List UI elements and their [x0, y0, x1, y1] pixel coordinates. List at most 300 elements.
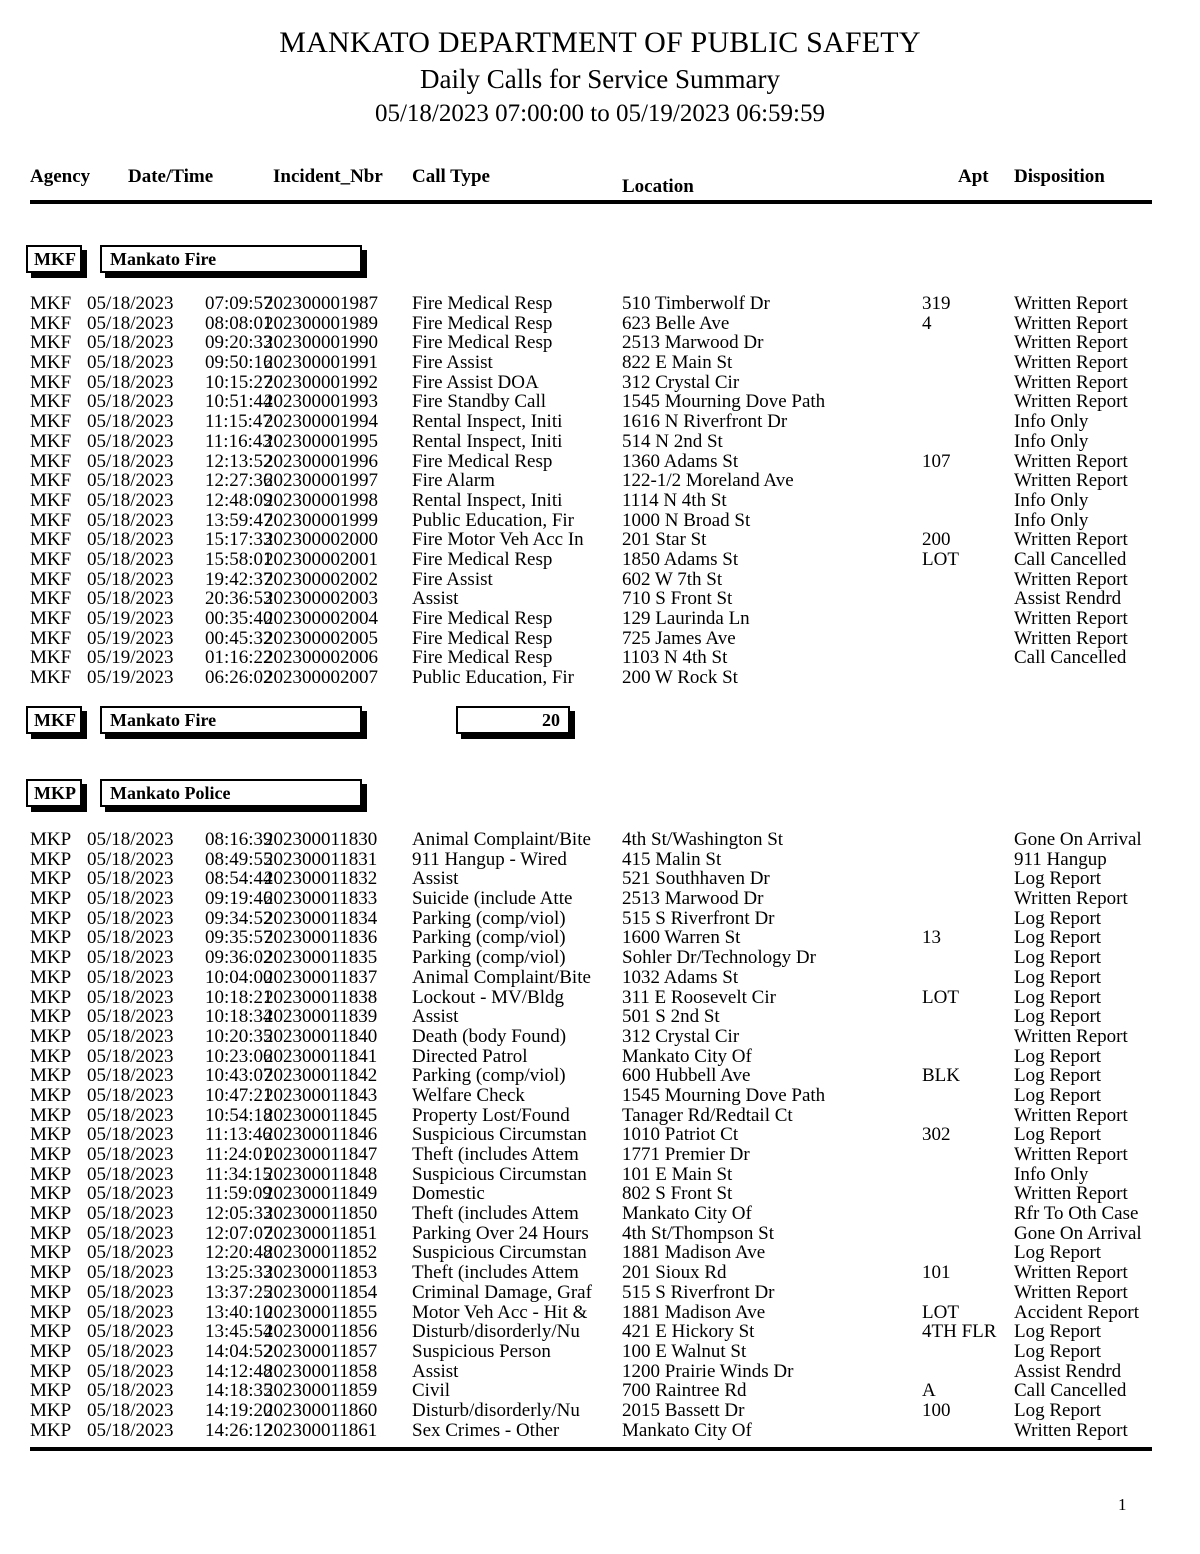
cell-location: 710 S Front St [622, 588, 733, 610]
table-row [0, 333, 1200, 353]
cell-date: 05/18/2023 [87, 868, 174, 890]
cell-location: 1103 N 4th St [622, 647, 728, 669]
cell-agency: MKP [30, 1045, 72, 1067]
cell-call-type: Theft (includes Attem [412, 1144, 579, 1165]
cell-time: 10:54:18 [205, 1104, 273, 1126]
cell-call-type: Rental Inspect, Initi [412, 411, 563, 433]
cell-incident-nbr: 202300011850 [264, 1203, 378, 1225]
cell-incident-nbr: 202300011841 [264, 1045, 378, 1067]
cell-disposition: Log Report [1014, 986, 1102, 1008]
column-header-incident-nbr: Incident_Nbr [273, 166, 383, 187]
cell-time: 10:20:35 [205, 1025, 273, 1047]
cell-agency: MKF [30, 391, 72, 413]
cell-apt: 13 [922, 927, 941, 949]
cell-agency: MKF [30, 548, 72, 570]
table-row [0, 629, 1200, 649]
cell-time: 12:13:52 [205, 450, 273, 472]
cell-time: 14:19:20 [205, 1399, 273, 1421]
group-total-count: 20 [456, 706, 570, 734]
cell-call-type: Parking (comp/viol) [412, 927, 566, 949]
cell-time: 11:24:01 [205, 1144, 272, 1165]
cell-incident-nbr: 202300002004 [264, 608, 378, 629]
cell-incident-nbr: 202300011837 [264, 966, 378, 988]
cell-location: 201 Sioux Rd [622, 1262, 727, 1284]
cell-call-type: Parking (comp/viol) [412, 1065, 566, 1087]
cell-call-type: Assist [412, 868, 459, 890]
cell-agency: MKP [30, 1340, 72, 1362]
cell-call-type: Parking (comp/viol) [412, 947, 566, 969]
cell-date: 05/18/2023 [87, 371, 174, 393]
cell-time: 14:26:12 [205, 1419, 273, 1441]
cell-incident-nbr: 202300002001 [264, 548, 378, 570]
table-column-headers [0, 166, 1200, 202]
cell-date: 05/18/2023 [87, 907, 174, 929]
table-rows-mkp [0, 830, 1200, 1440]
cell-time: 15:58:01 [205, 548, 273, 570]
cell-time: 13:25:33 [205, 1262, 273, 1284]
cell-disposition: Log Report [1014, 927, 1102, 949]
cell-disposition: Written Report [1014, 450, 1128, 472]
cell-time: 19:42:37 [205, 568, 273, 590]
column-header-location: Location [622, 176, 694, 197]
cell-incident-nbr: 202300002007 [264, 667, 378, 689]
cell-location: 1600 Warren St [622, 927, 741, 949]
cell-disposition: Assist Rendrd [1014, 1360, 1122, 1382]
table-row [0, 869, 1200, 889]
cell-location: 1881 Madison Ave [622, 1242, 766, 1264]
table-row [0, 314, 1200, 334]
table-row [0, 511, 1200, 531]
cell-incident-nbr: 202300011859 [264, 1380, 378, 1402]
cell-incident-nbr: 202300001999 [264, 509, 378, 531]
cell-agency: MKP [30, 829, 72, 850]
cell-date: 05/19/2023 [87, 608, 174, 629]
cell-disposition: Written Report [1014, 1183, 1128, 1205]
cell-incident-nbr: 202300011830 [264, 829, 378, 850]
cell-disposition: Written Report [1014, 1144, 1128, 1165]
cell-call-type: Suspicious Circumstan [412, 1124, 587, 1146]
cell-disposition: Written Report [1014, 1104, 1128, 1126]
cell-agency: MKP [30, 1222, 72, 1244]
cell-call-type: Property Lost/Found [412, 1104, 570, 1126]
cell-date: 05/18/2023 [87, 411, 174, 433]
cell-time: 07:09:57 [205, 293, 273, 314]
cell-call-type: Suspicious Circumstan [412, 1242, 587, 1264]
cell-agency: MKP [30, 888, 72, 910]
cell-disposition: 911 Hangup [1014, 848, 1107, 870]
column-header-apt: Apt [958, 166, 989, 187]
cell-incident-nbr: 202300001995 [264, 430, 378, 452]
column-header-call-type: Call Type [412, 166, 490, 187]
cell-date: 05/18/2023 [87, 986, 174, 1008]
table-row [0, 1362, 1200, 1382]
cell-time: 10:15:27 [205, 371, 273, 393]
cell-agency: MKF [30, 450, 72, 472]
table-row [0, 432, 1200, 452]
cell-time: 09:34:52 [205, 907, 273, 929]
cell-location: 4th St/Washington St [622, 829, 784, 850]
cell-disposition: Info Only [1014, 430, 1089, 452]
cell-incident-nbr: 202300011832 [264, 868, 378, 890]
cell-date: 05/18/2023 [87, 509, 174, 531]
cell-agency: MKP [30, 868, 72, 890]
cell-call-type: Fire Medical Resp [412, 332, 553, 354]
cell-disposition: Call Cancelled [1014, 1380, 1127, 1402]
cell-location: 129 Laurinda Ln [622, 608, 750, 629]
cell-date: 05/18/2023 [87, 1380, 174, 1402]
cell-time: 08:49:55 [205, 848, 273, 870]
cell-incident-nbr: 202300001993 [264, 391, 378, 413]
cell-location: 1616 N Riverfront Dr [622, 411, 788, 433]
cell-call-type: Fire Assist [412, 352, 493, 374]
cell-date: 05/18/2023 [87, 352, 174, 374]
cell-date: 05/18/2023 [87, 1163, 174, 1185]
cell-time: 12:48:09 [205, 489, 273, 511]
cell-call-type: Rental Inspect, Initi [412, 430, 563, 452]
cell-disposition: Written Report [1014, 529, 1128, 551]
table-row [0, 1243, 1200, 1263]
cell-location: 1010 Patriot Ct [622, 1124, 739, 1146]
cell-incident-nbr: 202300011838 [264, 986, 378, 1008]
cell-incident-nbr: 202300001996 [264, 450, 378, 472]
cell-incident-nbr: 202300011861 [264, 1419, 378, 1441]
table-row [0, 1322, 1200, 1342]
cell-disposition: Written Report [1014, 470, 1128, 492]
cell-agency: MKP [30, 947, 72, 969]
cell-disposition: Info Only [1014, 509, 1089, 531]
cell-disposition: Log Report [1014, 1084, 1102, 1106]
cell-date: 05/18/2023 [87, 1045, 174, 1067]
cell-date: 05/18/2023 [87, 947, 174, 969]
cell-incident-nbr: 202300001990 [264, 332, 378, 354]
cell-agency: MKP [30, 1183, 72, 1205]
cell-agency: MKP [30, 986, 72, 1008]
cell-date: 05/18/2023 [87, 1183, 174, 1205]
cell-time: 06:26:02 [205, 667, 273, 689]
cell-date: 05/18/2023 [87, 312, 174, 334]
cell-time: 13:45:54 [205, 1321, 273, 1343]
cell-time: 11:13:46 [205, 1124, 272, 1146]
cell-apt: 100 [922, 1399, 951, 1421]
cell-time: 10:18:34 [205, 1006, 273, 1028]
cell-date: 05/19/2023 [87, 627, 174, 649]
cell-time: 10:47:21 [205, 1084, 273, 1106]
cell-location: 1545 Mourning Dove Path [622, 391, 826, 413]
cell-call-type: Fire Medical Resp [412, 647, 553, 669]
cell-agency: MKF [30, 608, 72, 629]
cell-call-type: Motor Veh Acc - Hit & [412, 1301, 588, 1323]
report-header [0, 24, 1200, 131]
cell-agency: MKP [30, 1242, 72, 1264]
table-row [0, 1007, 1200, 1027]
cell-call-type: Lockout - MV/Bldg [412, 986, 564, 1008]
table-row [0, 412, 1200, 432]
cell-time: 13:40:10 [205, 1301, 273, 1323]
cell-agency: MKF [30, 588, 72, 610]
cell-agency: MKF [30, 568, 72, 590]
table-row [0, 1224, 1200, 1244]
cell-disposition: Rfr To Oth Case [1014, 1203, 1139, 1225]
cell-time: 11:15:47 [205, 411, 272, 433]
cell-apt: 4 [922, 312, 932, 334]
cell-time: 13:37:25 [205, 1281, 273, 1303]
cell-date: 05/18/2023 [87, 332, 174, 354]
cell-time: 14:12:48 [205, 1360, 273, 1382]
cell-location: 725 James Ave [622, 627, 736, 649]
table-row [0, 1066, 1200, 1086]
cell-date: 05/18/2023 [87, 1104, 174, 1126]
cell-call-type: Public Education, Fir [412, 667, 575, 689]
cell-location: 2015 Bassett Dr [622, 1399, 745, 1421]
cell-agency: MKP [30, 1203, 72, 1225]
cell-date: 05/18/2023 [87, 888, 174, 910]
table-row [0, 530, 1200, 550]
cell-incident-nbr: 202300011840 [264, 1025, 378, 1047]
cell-date: 05/18/2023 [87, 391, 174, 413]
cell-agency: MKP [30, 1163, 72, 1185]
cell-location: 312 Crystal Cir [622, 1025, 740, 1047]
table-row [0, 1381, 1200, 1401]
cell-date: 05/18/2023 [87, 1222, 174, 1244]
cell-call-type: Fire Assist DOA [412, 371, 539, 393]
cell-time: 09:36:02 [205, 947, 273, 969]
cell-date: 05/18/2023 [87, 1203, 174, 1225]
cell-location: 602 W 7th St [622, 568, 723, 590]
cell-incident-nbr: 202300001994 [264, 411, 378, 433]
table-rows-mkf [0, 294, 1200, 688]
table-row [0, 1086, 1200, 1106]
cell-incident-nbr: 202300011835 [264, 947, 378, 969]
cell-disposition: Written Report [1014, 1419, 1128, 1441]
cell-date: 05/18/2023 [87, 293, 174, 314]
cell-date: 05/18/2023 [87, 489, 174, 511]
cell-call-type: Fire Medical Resp [412, 293, 553, 314]
cell-agency: MKP [30, 907, 72, 929]
cell-apt: 319 [922, 293, 951, 314]
cell-disposition: Info Only [1014, 1163, 1089, 1185]
cell-date: 05/18/2023 [87, 588, 174, 610]
cell-agency: MKP [30, 1399, 72, 1421]
cell-disposition: Log Report [1014, 947, 1102, 969]
table-row [0, 392, 1200, 412]
cell-location: 311 E Roosevelt Cir [622, 986, 776, 1008]
cell-incident-nbr: 202300011839 [264, 1006, 378, 1028]
cell-disposition: Written Report [1014, 1262, 1128, 1284]
cell-disposition: Info Only [1014, 411, 1089, 433]
cell-time: 12:05:33 [205, 1203, 273, 1225]
cell-disposition: Accident Report [1014, 1301, 1140, 1323]
cell-agency: MKP [30, 1025, 72, 1047]
cell-call-type: Assist [412, 1006, 459, 1028]
cell-disposition: Call Cancelled [1014, 647, 1127, 669]
cell-incident-nbr: 202300002002 [264, 568, 378, 590]
cell-agency: MKP [30, 1301, 72, 1323]
cell-call-type: Fire Alarm [412, 470, 495, 492]
table-row [0, 294, 1200, 314]
date-range: 05/18/2023 07:00:00 to 05/19/2023 06:59:59 [374, 100, 825, 127]
cell-agency: MKP [30, 1281, 72, 1303]
cell-location: 623 Belle Ave [622, 312, 730, 334]
table-row [0, 452, 1200, 472]
cell-incident-nbr: 202300011846 [264, 1124, 378, 1146]
table-row [0, 648, 1200, 668]
cell-call-type: Sex Crimes - Other [412, 1419, 560, 1441]
cell-date: 05/18/2023 [87, 1124, 174, 1146]
cell-date: 05/18/2023 [87, 1006, 174, 1028]
cell-incident-nbr: 202300011834 [264, 907, 378, 929]
cell-disposition: Written Report [1014, 627, 1128, 649]
cell-disposition: Log Report [1014, 1321, 1102, 1343]
cell-location: 1032 Adams St [622, 966, 739, 988]
cell-date: 05/18/2023 [87, 470, 174, 492]
cell-date: 05/18/2023 [87, 927, 174, 949]
cell-apt: LOT [922, 548, 959, 570]
cell-location: 415 Malin St [622, 848, 722, 870]
table-row [0, 928, 1200, 948]
cell-date: 05/18/2023 [87, 1262, 174, 1284]
cell-apt: 200 [922, 529, 951, 551]
cell-incident-nbr: 202300011851 [264, 1222, 378, 1244]
cell-disposition: Written Report [1014, 312, 1128, 334]
cell-time: 14:18:35 [205, 1380, 273, 1402]
table-row [0, 668, 1200, 688]
cell-agency: MKF [30, 430, 72, 452]
cell-date: 05/18/2023 [87, 966, 174, 988]
cell-disposition: Info Only [1014, 489, 1089, 511]
cell-location: 521 Southhaven Dr [622, 868, 770, 890]
table-row [0, 889, 1200, 909]
table-row [0, 1106, 1200, 1126]
cell-incident-nbr: 202300011831 [264, 848, 378, 870]
cell-time: 10:18:21 [205, 986, 273, 1008]
cell-time: 14:04:52 [205, 1340, 273, 1362]
cell-location: 802 S Front St [622, 1183, 733, 1205]
cell-time: 00:35:40 [205, 608, 273, 629]
table-row [0, 1263, 1200, 1283]
cell-apt: BLK [922, 1065, 960, 1087]
cell-apt: 4TH FLR [922, 1321, 997, 1343]
cell-location: 200 W Rock St [622, 667, 738, 689]
cell-time: 10:43:07 [205, 1065, 273, 1087]
cell-agency: MKP [30, 927, 72, 949]
table-row [0, 1027, 1200, 1047]
table-row [0, 1421, 1200, 1441]
cell-incident-nbr: 202300002005 [264, 627, 378, 649]
cell-agency: MKF [30, 470, 72, 492]
cell-incident-nbr: 202300011845 [264, 1104, 378, 1126]
cell-date: 05/18/2023 [87, 568, 174, 590]
cell-time: 13:59:47 [205, 509, 273, 531]
table-row [0, 609, 1200, 629]
cell-apt: 101 [922, 1262, 951, 1284]
cell-disposition: Written Report [1014, 391, 1128, 413]
column-header-agency: Agency [30, 166, 91, 187]
cell-location: 515 S Riverfront Dr [622, 1281, 775, 1303]
cell-agency: MKP [30, 1360, 72, 1382]
cell-time: 10:04:00 [205, 966, 273, 988]
cell-location: 1545 Mourning Dove Path [622, 1084, 826, 1106]
cell-disposition: Gone On Arrival [1014, 829, 1142, 850]
cell-incident-nbr: 202300001987 [264, 293, 378, 314]
table-row [0, 570, 1200, 590]
cell-incident-nbr: 202300011858 [264, 1360, 378, 1382]
cell-location: Mankato City Of [622, 1203, 752, 1225]
cell-date: 05/18/2023 [87, 1065, 174, 1087]
table-row [0, 1283, 1200, 1303]
cell-apt: LOT [922, 1301, 959, 1323]
cell-location: 1200 Prairie Winds Dr [622, 1360, 794, 1382]
cell-agency: MKP [30, 1006, 72, 1028]
cell-time: 15:17:33 [205, 529, 273, 551]
cell-location: 312 Crystal Cir [622, 371, 740, 393]
cell-time: 11:34:15 [205, 1163, 272, 1185]
cell-location: 2513 Marwood Dr [622, 888, 764, 910]
cell-incident-nbr: 202300011852 [264, 1242, 378, 1264]
cell-date: 05/18/2023 [87, 1144, 174, 1165]
cell-agency: MKF [30, 489, 72, 511]
cell-disposition: Log Report [1014, 1045, 1102, 1067]
cell-disposition: Log Report [1014, 1399, 1102, 1421]
cell-call-type: Public Education, Fir [412, 509, 575, 531]
cell-disposition: Gone On Arrival [1014, 1222, 1142, 1244]
cell-call-type: Fire Medical Resp [412, 627, 553, 649]
table-row [0, 353, 1200, 373]
cell-call-type: Death (body Found) [412, 1025, 567, 1047]
cell-location: 822 E Main St [622, 352, 733, 374]
cell-location: 101 E Main St [622, 1163, 733, 1185]
table-row [0, 1303, 1200, 1323]
table-row [0, 1165, 1200, 1185]
page-number: 1 [1118, 1495, 1127, 1514]
cell-location: 1771 Premier Dr [622, 1144, 750, 1165]
cell-date: 05/18/2023 [87, 1360, 174, 1382]
column-header-datetime: Date/Time [128, 166, 214, 187]
cell-agency: MKP [30, 1084, 72, 1106]
column-header-disposition: Disposition [1014, 166, 1105, 187]
cell-incident-nbr: 202300011857 [264, 1340, 378, 1362]
cell-incident-nbr: 202300001992 [264, 371, 378, 393]
cell-incident-nbr: 202300001998 [264, 489, 378, 511]
cell-date: 05/18/2023 [87, 848, 174, 870]
cell-incident-nbr: 202300001989 [264, 312, 378, 334]
cell-call-type: Fire Medical Resp [412, 450, 553, 472]
cell-agency: MKF [30, 371, 72, 393]
cell-time: 20:36:53 [205, 588, 273, 610]
cell-disposition: Log Report [1014, 1340, 1102, 1362]
cell-time: 12:07:07 [205, 1222, 273, 1244]
cell-date: 05/18/2023 [87, 529, 174, 551]
cell-incident-nbr: 202300001991 [264, 352, 378, 374]
group-code-badge: MKP [26, 779, 82, 807]
group-header-mkp [0, 779, 1200, 807]
cell-date: 05/18/2023 [87, 1399, 174, 1421]
cell-location: 700 Raintree Rd [622, 1380, 747, 1402]
cell-date: 05/18/2023 [87, 1301, 174, 1323]
cell-date: 05/18/2023 [87, 1242, 174, 1264]
cell-time: 12:20:48 [205, 1242, 273, 1264]
cell-disposition: Written Report [1014, 371, 1128, 393]
cell-date: 05/19/2023 [87, 647, 174, 669]
cell-location: 1114 N 4th St [622, 489, 727, 511]
group-footer-mkf [0, 706, 1200, 734]
cell-location: 421 E Hickory St [622, 1321, 755, 1343]
cell-apt: A [922, 1380, 936, 1402]
cell-agency: MKF [30, 667, 72, 689]
cell-location: 600 Hubbell Ave [622, 1065, 751, 1087]
cell-call-type: Animal Complaint/Bite [412, 829, 591, 850]
cell-date: 05/19/2023 [87, 667, 174, 689]
cell-call-type: Criminal Damage, Graf [412, 1281, 592, 1303]
